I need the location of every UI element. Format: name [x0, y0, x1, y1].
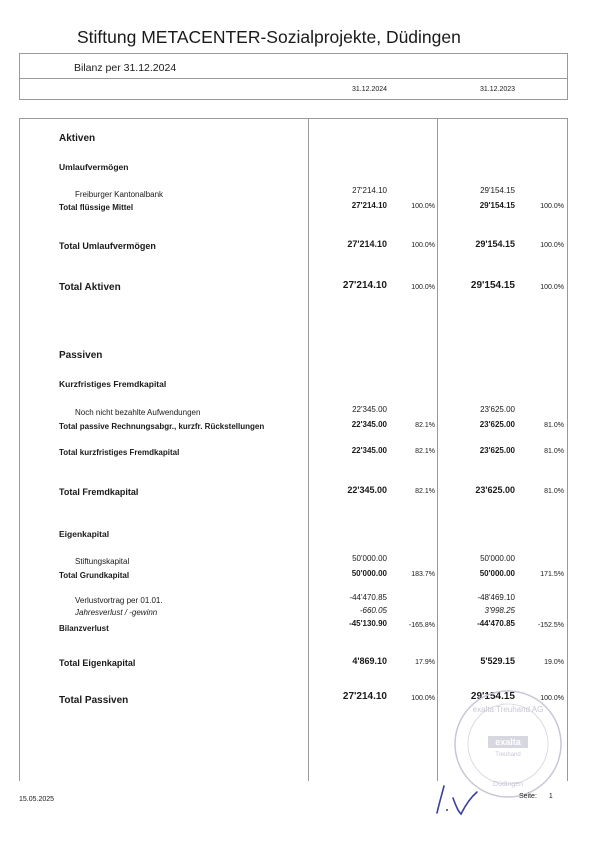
row-label: Total passive Rechnungsabgr., kurzfr. Rückstellungen: [59, 422, 265, 431]
value-2024: 50'000.00: [352, 554, 387, 563]
percent-2024: 82.1%: [415, 422, 435, 429]
percent-2023: 19.0%: [544, 659, 564, 666]
page-number: 1: [548, 793, 553, 800]
value-2023: 23'625.00: [475, 485, 515, 495]
page-title: Stiftung METACENTER-Sozialprojekte, Düdingen: [77, 27, 461, 47]
value-2024: 27'214.10: [347, 239, 387, 249]
percent-2024: 183.7%: [411, 571, 435, 578]
balance-date-label: Bilanz per 31.12.2024: [74, 62, 177, 74]
row-label: Total Eigenkapital: [59, 658, 136, 668]
value-2023: 29'154.15: [470, 280, 515, 291]
value-2023: 29'154.15: [479, 201, 515, 210]
column-header-2024: 31.12.2024: [352, 86, 388, 93]
percent-2023: 81.0%: [544, 488, 564, 495]
value-2023: 29'154.15: [475, 239, 515, 249]
percent-2024: 17.9%: [415, 659, 435, 666]
value-2024: 27'214.10: [342, 691, 387, 702]
section-heading-aktiven: Aktiven: [59, 133, 96, 144]
row-label: Verlustvortrag per 01.01.: [75, 596, 163, 605]
percent-2024: 82.1%: [415, 488, 435, 495]
value-2024: 27'214.10: [342, 280, 387, 291]
value-2023: -48'469.10: [477, 593, 515, 602]
percent-2023: 100.0%: [540, 203, 564, 210]
value-2023: 50'000.00: [479, 569, 515, 578]
percent-2023: 81.0%: [544, 448, 564, 455]
value-2023: 50'000.00: [480, 554, 515, 563]
stamp-text: Treuhand: [495, 752, 521, 758]
row-label: Stiftungskapital: [75, 557, 130, 566]
percent-2023: 100.0%: [540, 695, 564, 702]
percent-2023: 81.0%: [544, 422, 564, 429]
percent-2024: 82.1%: [415, 448, 435, 455]
page-label: Seite:: [519, 793, 537, 800]
subsection-heading-eigenkapital: Eigenkapital: [59, 529, 110, 539]
percent-2023: -152.5%: [537, 622, 564, 629]
value-2024: 27'214.10: [351, 201, 387, 210]
subsection-heading-umlauf: Umlaufvermögen: [59, 162, 129, 172]
value-2024: -660.05: [359, 606, 387, 615]
subsection-heading-kurzfristig: Kurzfristiges Fremdkapital: [59, 379, 167, 389]
percent-2024: -165.8%: [408, 622, 435, 629]
value-2023: 29'154.15: [470, 691, 515, 702]
footer-page: [519, 793, 553, 800]
row-label: Total Umlaufvermögen: [59, 241, 156, 251]
footer-date: 15.05.2025: [19, 796, 55, 803]
value-2024: -44'470.85: [349, 593, 387, 602]
value-2023: -44'470.85: [477, 619, 515, 628]
column-header-2023: 31.12.2023: [480, 86, 516, 93]
stamp-text: exalta: [495, 737, 521, 747]
value-2024: -45'130.90: [349, 619, 387, 628]
row-label: Total Aktiven: [59, 282, 121, 293]
value-2024: 4'869.10: [352, 656, 387, 666]
row-label: Noch nicht bezahlte Aufwendungen: [75, 408, 201, 417]
value-2024: 22'345.00: [351, 420, 387, 429]
section-heading-passiven: Passiven: [59, 350, 103, 361]
stamp-text: Düdingen: [493, 781, 523, 788]
percent-2024: 100.0%: [411, 695, 435, 702]
value-2024: 22'345.00: [351, 446, 387, 455]
value-2023: 29'154.15: [480, 186, 515, 195]
percent-2024: 100.0%: [411, 203, 435, 210]
percent-2024: 100.0%: [411, 242, 435, 249]
row-label: Freiburger Kantonalbank: [75, 190, 164, 199]
row-label: Total flüssige Mittel: [59, 203, 134, 212]
row-label: Total Grundkapital: [59, 571, 130, 580]
value-2024: 22'345.00: [352, 405, 387, 414]
value-2024: 27'214.10: [352, 186, 387, 195]
stamp-text: exalta Treuhand AG: [472, 705, 544, 714]
row-label: Total Passiven: [59, 695, 129, 706]
percent-2023: 100.0%: [540, 284, 564, 291]
row-label: Jahresverlust / -gewinn: [75, 608, 158, 617]
signature: [430, 780, 482, 818]
value-2023: 5'529.15: [480, 656, 515, 666]
value-2023: 23'625.00: [479, 446, 515, 455]
value-2024: 22'345.00: [347, 485, 387, 495]
row-label: Total kurzfristiges Fremdkapital: [59, 448, 180, 457]
value-2023: 23'625.00: [480, 405, 515, 414]
value-2024: 50'000.00: [351, 569, 387, 578]
row-label: Bilanzverlust: [59, 624, 109, 633]
percent-2023: 171.5%: [540, 571, 564, 578]
value-2023: 3'998.25: [484, 606, 515, 615]
value-2023: 23'625.00: [479, 420, 515, 429]
percent-2023: 100.0%: [540, 242, 564, 249]
row-label: Total Fremdkapital: [59, 487, 139, 497]
percent-2024: 100.0%: [411, 284, 435, 291]
